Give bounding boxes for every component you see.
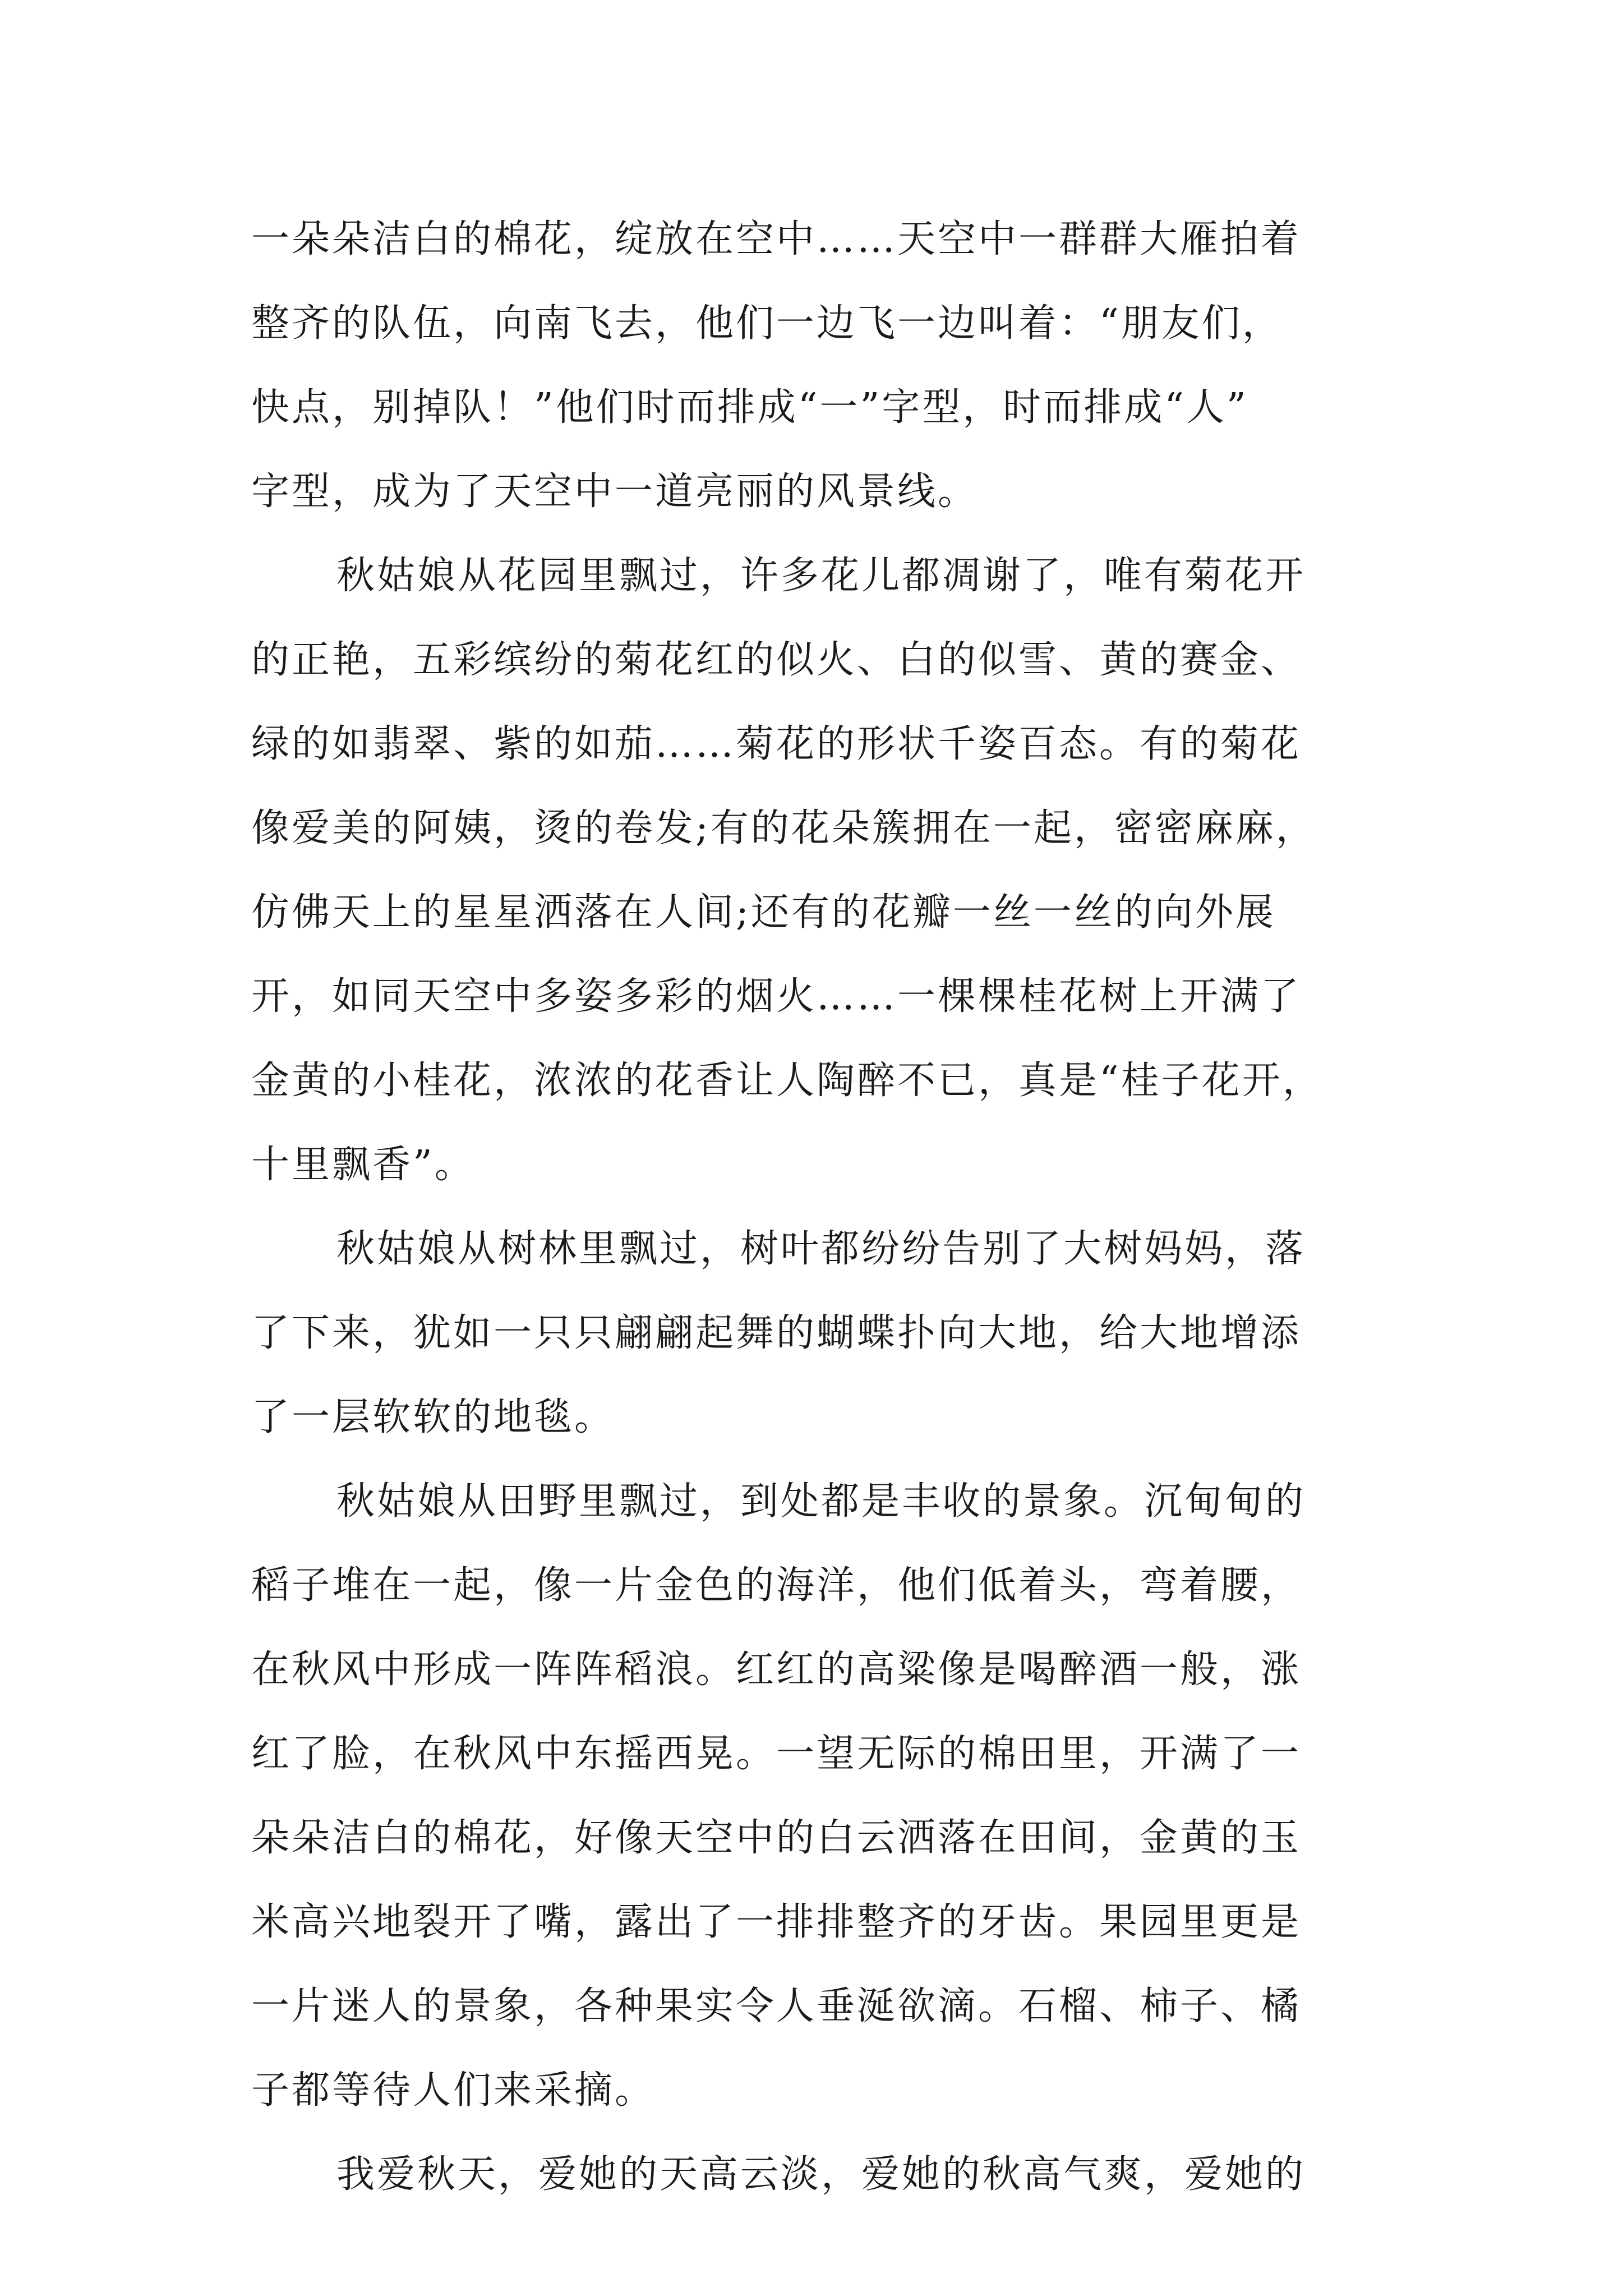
text-line: 稻子堆在一起，像一片金色的海洋，他们低着头，弯着腰， [251,1563,1302,1608]
text-line: 开，如同天空中多姿多彩的烟火……一棵棵桂花树上开满了 [251,974,1302,1019]
text-line: 金黄的小桂花，浓浓的花香让人陶醉不已，真是“桂子花开， [251,1059,1323,1103]
paragraph-start-line: 秋姑娘从花园里飘过，许多花儿都凋谢了，唯有菊花开 [336,554,1306,598]
text-line: 字型，成为了天空中一道亮丽的风景线。 [251,470,979,514]
text-line: 一朵朵洁白的棉花，绽放在空中……天空中一群群大雁拍着 [251,217,1302,261]
text-line: 整齐的队伍，向南飞去，他们一边飞一边叫着：“朋友们， [251,301,1283,346]
text-line: 朵朵洁白的棉花，好像天空中的白云洒落在田间，金黄的玉 [251,1816,1302,1860]
paragraph-start-line: 秋姑娘从田野里飘过，到处都是丰收的景象。沉甸甸的 [336,1479,1306,1524]
text-line: 绿的如翡翠、紫的如茄……菊花的形状千姿百态。有的菊花 [251,722,1302,766]
text-line: 仿佛天上的星星洒落在人间;还有的花瓣一丝一丝的向外展 [251,890,1276,935]
text-line: 在秋风中形成一阵阵稻浪。红红的高粱像是喝醉酒一般，涨 [251,1648,1302,1692]
text-line: 红了脸，在秋风中东摇西晃。一望无际的棉田里，开满了一 [251,1732,1302,1776]
body-text [251,197,1395,2217]
paragraph-start-line: 秋姑娘从树林里飘过，树叶都纷纷告别了大树妈妈，落 [336,1227,1306,1271]
text-line: 的正艳，五彩缤纷的菊花红的似火、白的似雪、黄的赛金、 [251,638,1302,682]
paragraph-start-line: 我爱秋天，爱她的天高云淡，爱她的秋高气爽，爱她的 [336,2152,1306,2197]
text-line: 了一层软软的地毯。 [251,1395,615,1439]
text-line: 一片迷人的景象，各种果实令人垂涎欲滴。石榴、柿子、橘 [251,1984,1302,2028]
text-line: 快点，别掉队！”他们时而排成“一”字型，时而排成“人” [251,385,1248,430]
text-line: 十里飘香”。 [251,1143,475,1187]
text-line: 像爱美的阿姨，烫的卷发;有的花朵簇拥在一起，密密麻麻， [251,806,1316,850]
text-line: 了下来，犹如一只只翩翩起舞的蝴蝶扑向大地，给大地增添 [251,1311,1302,1355]
text-line: 米高兴地裂开了嘴，露出了一排排整齐的牙齿。果园里更是 [251,1900,1302,1944]
text-line: 子都等待人们来采摘。 [251,2068,656,2113]
